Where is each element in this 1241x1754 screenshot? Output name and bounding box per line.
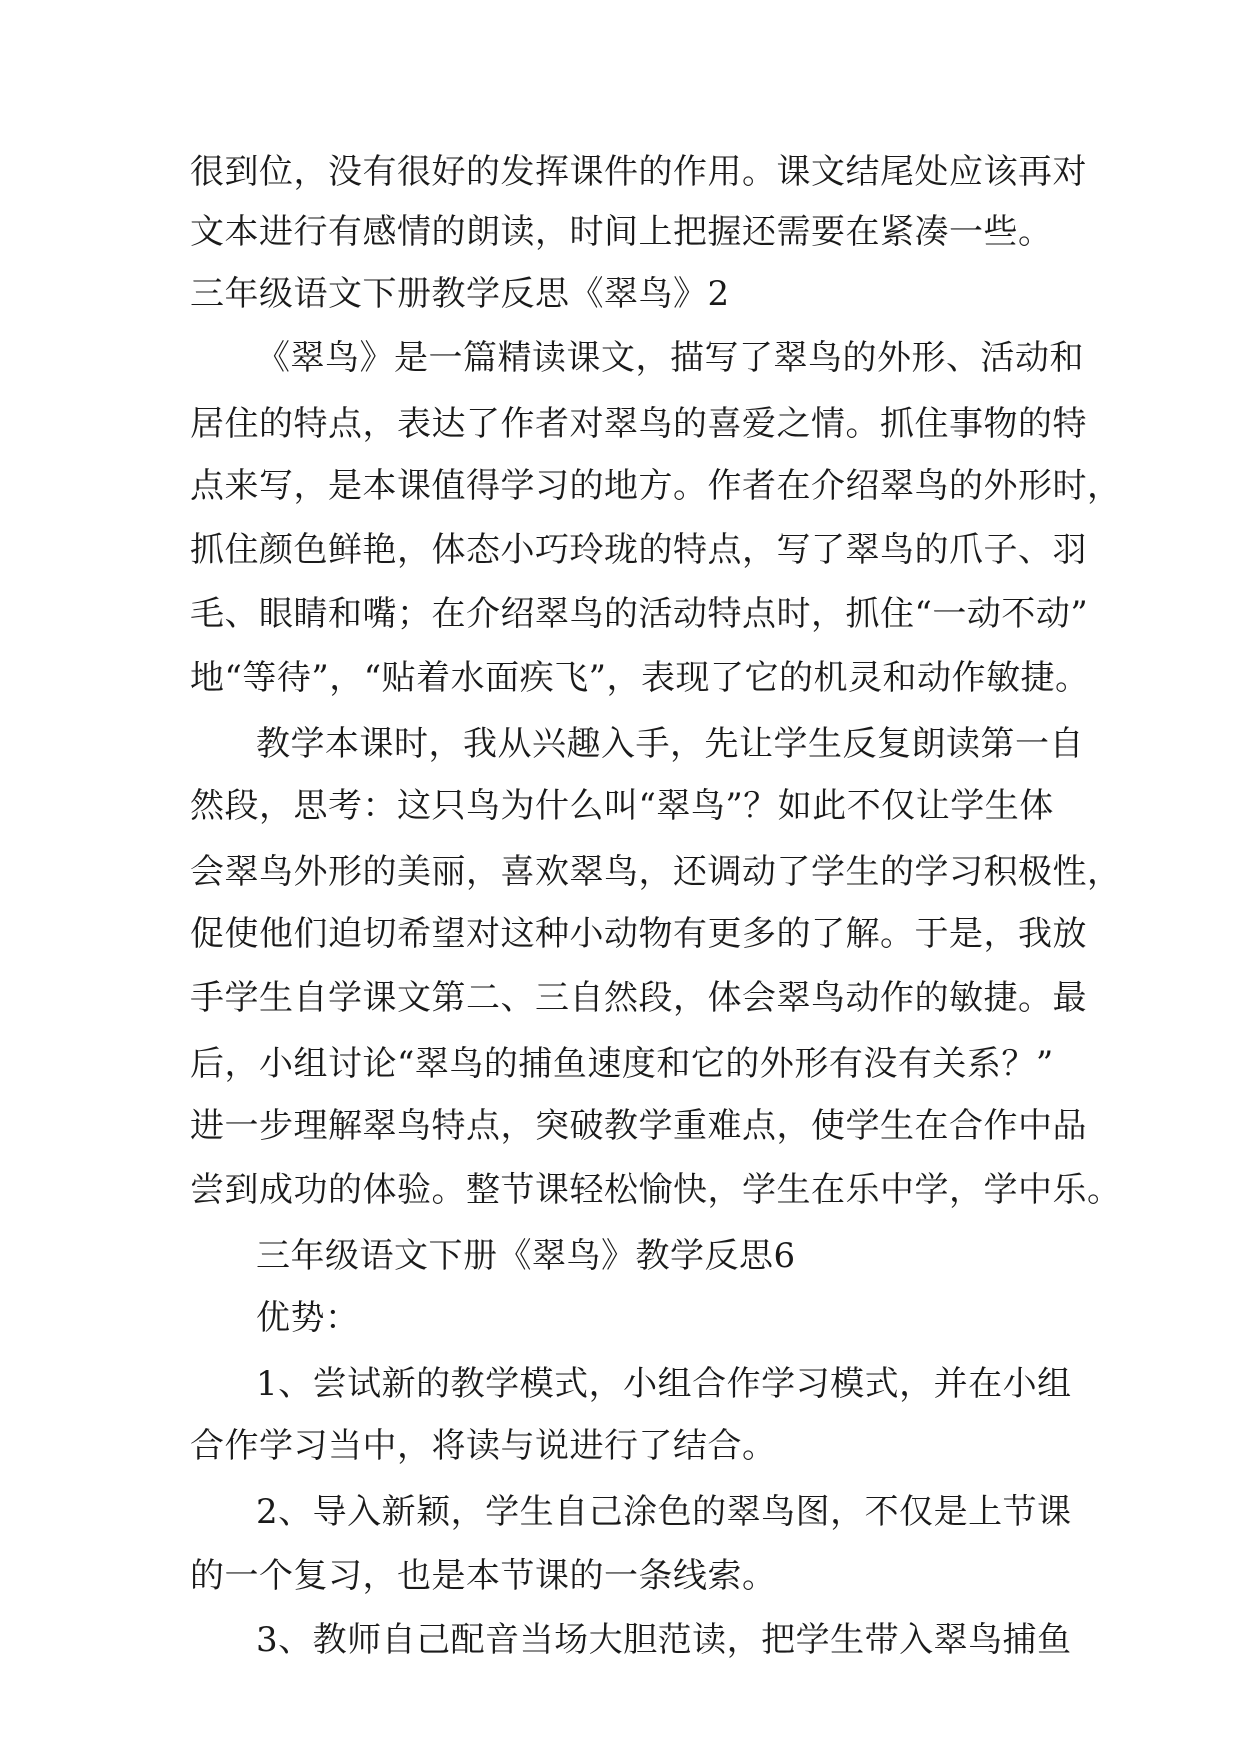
list-item: 1、尝试新的教学模式，小组合作学习模式，并在小组 [256, 1364, 1072, 1404]
text-line: 《翠鸟》是一篇精读课文，描写了翠鸟的外形、活动和 [256, 338, 1084, 378]
text-line: 合作学习当中，将读与说进行了结合。 [190, 1426, 777, 1466]
text-line: 会翠鸟外形的美丽，喜欢翠鸟，还调动了学生的学习积极性， [190, 852, 1122, 892]
text-line: 很到位，没有很好的发挥课件的作用。课文结尾处应该再对 [190, 152, 1087, 192]
text-line: 毛、眼睛和嘴；在介绍翠鸟的活动特点时，抓住“一动不动” [190, 594, 1089, 634]
text-line: 促使他们迫切希望对这种小动物有更多的了解。于是，我放 [190, 914, 1087, 954]
text-line: 然段，思考：这只鸟为什么叫“翠鸟”？如此不仅让学生体 [190, 786, 1054, 826]
text-line: 手学生自学课文第二、三自然段，体会翠鸟动作的敏捷。最 [190, 978, 1087, 1018]
text-line: 文本进行有感情的朗读，时间上把握还需要在紧凑一些。 [190, 212, 1053, 252]
text-line: 地“等待”，“贴着水面疾飞”，表现了它的机灵和动作敏捷。 [190, 658, 1090, 698]
text-line: 优势： [256, 1298, 360, 1338]
text-line: 进一步理解翠鸟特点，突破教学重难点，使学生在合作中品 [190, 1106, 1087, 1146]
text-line: 点来写，是本课值得学习的地方。作者在介绍翠鸟的外形时， [190, 466, 1122, 506]
section-heading: 三年级语文下册教学反思《翠鸟》2 [190, 274, 730, 314]
section-heading: 三年级语文下册《翠鸟》教学反思6 [256, 1236, 796, 1276]
text-line: 居住的特点，表达了作者对翠鸟的喜爱之情。抓住事物的特 [190, 404, 1087, 444]
text-line: 教学本课时，我从兴趣入手，先让学生反复朗读第一自 [256, 724, 1084, 764]
text-line: 尝到成功的体验。整节课轻松愉快，学生在乐中学，学中乐。 [190, 1170, 1122, 1210]
list-item: 3、教师自己配音当场大胆范读，把学生带入翠鸟捕鱼 [256, 1620, 1072, 1660]
list-item: 2、导入新颖，学生自己涂色的翠鸟图，不仅是上节课 [256, 1492, 1072, 1532]
text-line: 后，小组讨论“翠鸟的捕鱼速度和它的外形有没有关系？” [190, 1044, 1054, 1084]
text-line: 抓住颜色鲜艳，体态小巧玲珑的特点，写了翠鸟的爪子、羽 [190, 530, 1087, 570]
text-line: 的一个复习，也是本节课的一条线索。 [190, 1556, 777, 1596]
